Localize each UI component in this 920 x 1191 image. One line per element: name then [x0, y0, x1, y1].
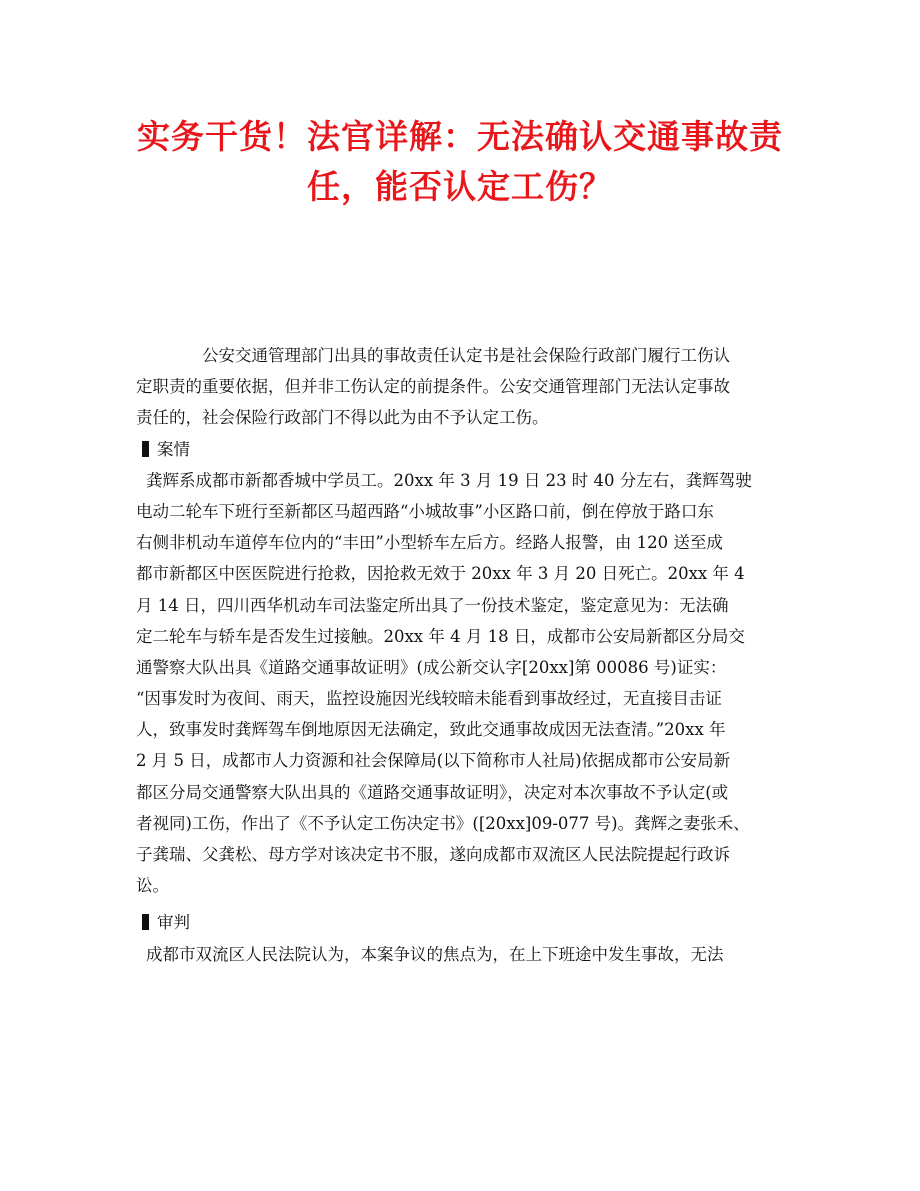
- case-line: 定二轮车与轿车是否发生过接触。20xx 年 4 月 18 日，成都市公安局新都区分局交: [136, 626, 745, 646]
- case-line: 右侧非机动车道停车位内的“丰田”小型轿车左后方。经路人报警，由 120 送至成: [136, 533, 723, 553]
- section-heading-trial: [136, 907, 796, 938]
- case-line: 讼。: [136, 876, 169, 896]
- section-heading-case: [136, 434, 796, 465]
- case-line: 月 14 日，四川西华机动车司法鉴定所出具了一份技术鉴定，鉴定意见为：无法确: [136, 595, 729, 615]
- intro-line: 定职责的重要依据，但并非工伤认定的前提条件。公安交通管理部门无法认定事故: [136, 377, 730, 397]
- intro-line: 公安交通管理部门出具的事故责任认定书是社会保险行政部门履行工伤认: [202, 346, 730, 365]
- document-title: [100, 112, 820, 212]
- case-line: “因事发时为夜间、雨天，监控设施因光线较暗未能看到事故经过，无直接目击证: [136, 689, 722, 709]
- case-line: 电动二轮车下班行至新都区马超西路“小城故事”小区路口前，倒在停放于路口东: [136, 501, 714, 521]
- case-line: 人，致事发时龚辉驾车倒地原因无法确定，致此交通事故成因无法查清。”20xx 年: [136, 720, 726, 740]
- case-line: 都市新都区中医医院进行抢救，因抢救无效于 20xx 年 3 月 20 日死亡。20xx 年 4: [136, 564, 745, 584]
- section-heading-label: 审判: [157, 913, 190, 933]
- intro-paragraph: [136, 340, 796, 434]
- case-line: 通警察大队出具《道路交通事故证明》(成公新交认字[20xx]第 00086 号)证实：: [136, 657, 727, 677]
- trial-paragraph: [136, 939, 796, 970]
- case-paragraph: [136, 465, 796, 902]
- case-line: 龚辉系成都市新都香城中学员工。20xx 年 3 月 19 日 23 时 40 分左右，龚辉驾驶: [146, 470, 752, 490]
- section-heading-label: 案情: [157, 439, 190, 459]
- case-line: 都区分局交通警察大队出具的《道路交通事故证明》，决定对本次事故不予认定(或: [136, 782, 729, 802]
- title-line-2: 任，能否认定工伤？: [307, 167, 613, 206]
- intro-line: 责任的，社会保险行政部门不得以此为由不予认定工伤。: [136, 408, 549, 428]
- title-line-1: 实务干货！法官详解：无法确认交通事故责: [137, 117, 783, 156]
- case-line: 子龚瑞、父龚松、母方学对该决定书不服，遂向成都市双流区人民法院提起行政诉: [136, 845, 730, 864]
- trial-line: 成都市双流区人民法院认为，本案争议的焦点为，在上下班途中发生事故，无法: [146, 944, 724, 964]
- document-body: [136, 340, 796, 970]
- case-line: 者视同)工伤，作出了《不予认定工伤决定书》([20xx]09-077 号)。龚辉之妻张禾、: [136, 813, 750, 833]
- section-marker-icon: [142, 441, 149, 457]
- case-line: 2 月 5 日，成都市人力资源和社会保障局(以下简称市人社局)依据成都市公安局新: [136, 751, 731, 771]
- section-marker-icon: [142, 914, 149, 930]
